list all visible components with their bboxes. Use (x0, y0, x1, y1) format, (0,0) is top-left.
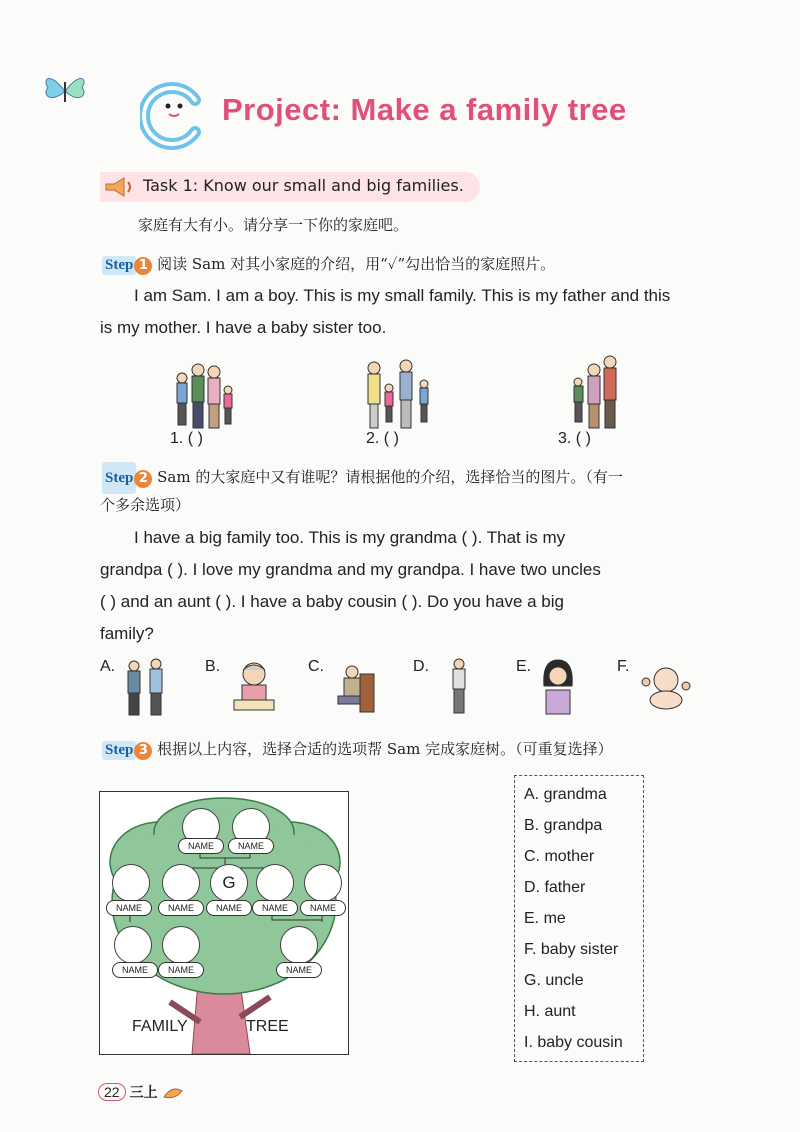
family-tree-frame (99, 791, 349, 1055)
choice-a-two-men[interactable] (122, 658, 172, 718)
tree-slot-parent-4[interactable] (256, 864, 294, 902)
name-tag[interactable]: NAME (178, 838, 224, 854)
name-tag[interactable]: NAME (252, 900, 298, 916)
choice-label-f: F. (617, 658, 630, 675)
tree-slot-child-3[interactable] (280, 926, 318, 964)
page-footer (98, 1082, 186, 1102)
name-tag[interactable]: NAME (276, 962, 322, 978)
step-number: 2 (134, 470, 152, 488)
name-tag[interactable]: NAME (106, 900, 152, 916)
option-c[interactable]: C. mother (524, 848, 595, 865)
tree-slot-parent-2[interactable] (162, 864, 200, 902)
choice-label-b: B. (205, 658, 221, 675)
step-badge: Step (102, 462, 136, 494)
tree-label-family: FAMILY (132, 1018, 188, 1035)
tree-slot-child-2[interactable] (162, 926, 200, 964)
option-i[interactable]: I. baby cousin (524, 1034, 623, 1051)
step2-line1: I have a big family too. This is my grandma ( ). That is my (134, 528, 566, 547)
step1-line1: I am Sam. I am a boy. This is my small family. This is my father and this (134, 286, 671, 305)
choice-label-c: C. (308, 658, 324, 675)
task-intro: 家庭有大有小。请分享一下你的家庭吧。 (138, 216, 409, 234)
step2-instruction-2: 个多余选项） (100, 496, 191, 514)
tree-slot-child-1[interactable] (114, 926, 152, 964)
step1-header (102, 253, 555, 275)
choice-label-a: A. (100, 658, 116, 675)
choice-d-boy[interactable] (447, 656, 471, 716)
choice-label-d: D. (413, 658, 429, 675)
family-photo-1 (170, 352, 240, 432)
step2-paragraph (100, 522, 720, 650)
name-tag[interactable]: NAME (206, 900, 252, 916)
speaker-icon (102, 176, 136, 198)
project-letter-icon (140, 80, 210, 150)
choice-f-baby[interactable] (636, 662, 696, 712)
name-tag[interactable]: NAME (228, 838, 274, 854)
grade-label: 三上 (129, 1085, 158, 1101)
step1-line2: is my mother. I have a baby sister too. (100, 318, 387, 337)
family-photo-3 (566, 352, 626, 432)
choice-label-e: E. (516, 658, 532, 675)
option-e[interactable]: E. me (524, 910, 566, 927)
butterfly-icon (40, 68, 90, 113)
step-number: 3 (134, 742, 152, 760)
option-g[interactable]: G. uncle (524, 972, 584, 989)
step-badge: Step (102, 256, 136, 275)
choice-b-grandma[interactable] (228, 660, 280, 714)
step1-instruction: 阅读 Sam 对其小家庭的介绍，用“✓”勾出恰当的家庭照片。 (157, 255, 556, 273)
option-f[interactable]: F. baby sister (524, 941, 619, 958)
name-tag[interactable]: NAME (300, 900, 346, 916)
bird-icon (162, 1083, 186, 1101)
step-number: 1 (134, 257, 152, 275)
photo-option-2[interactable]: 2. ( ) (366, 430, 399, 447)
option-d[interactable]: D. father (524, 879, 586, 896)
tree-illustration (100, 792, 348, 1054)
family-photo-2 (364, 352, 434, 432)
step2-header (102, 462, 742, 494)
tree-slot-uncle-prefilled: G (210, 864, 248, 902)
step2-line4: family? (100, 624, 154, 643)
page-title: Project: Make a family tree (222, 92, 627, 127)
name-tag[interactable]: NAME (112, 962, 158, 978)
step2-instruction-1: Sam 的大家庭中又有谁呢？请根据他的介绍，选择恰当的图片。（有一 (157, 468, 623, 486)
name-tag[interactable]: NAME (158, 962, 204, 978)
tree-slot-parent-5[interactable] (304, 864, 342, 902)
option-a[interactable]: A. grandma (524, 786, 607, 803)
step2-line3: ( ) and an aunt ( ). I have a baby cousin ( ). Do you have a big (100, 592, 564, 611)
name-tag[interactable]: NAME (158, 900, 204, 916)
choice-e-woman[interactable] (538, 656, 578, 716)
task-label: Task 1: Know our small and big families. (143, 176, 464, 195)
tree-slot-parent-1[interactable] (112, 864, 150, 902)
choice-c-grandpa[interactable] (332, 660, 382, 716)
option-h[interactable]: H. aunt (524, 1003, 576, 1020)
option-b[interactable]: B. grandpa (524, 817, 603, 834)
step1-paragraph (100, 280, 740, 344)
step2-line2: grandpa ( ). I love my grandma and my grandpa. I have two uncles (100, 560, 601, 579)
photo-option-3[interactable]: 3. ( ) (558, 430, 591, 447)
step-badge: Step (102, 741, 136, 760)
photo-option-1[interactable]: 1. ( ) (170, 430, 203, 447)
step3-instruction: 根据以上内容，选择合适的选项帮 Sam 完成家庭树。（可重复选择） (157, 740, 613, 758)
step3-header (102, 738, 613, 760)
page-number: 22 (98, 1083, 126, 1101)
tree-label-tree: TREE (246, 1018, 289, 1035)
